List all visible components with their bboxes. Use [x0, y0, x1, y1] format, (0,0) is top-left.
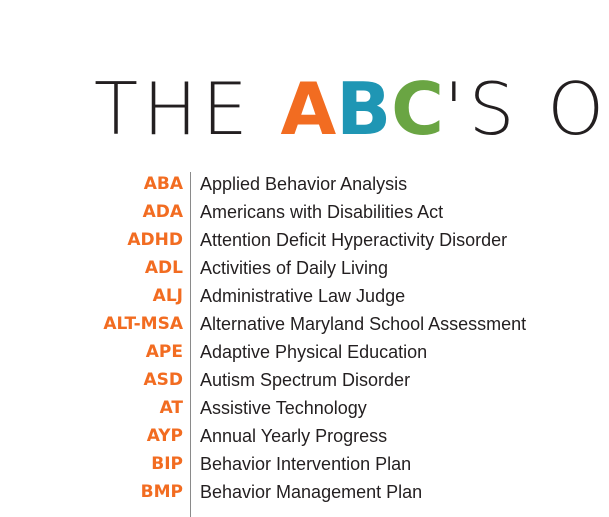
page-title	[94, 64, 609, 155]
acronym: BMP	[140, 482, 183, 502]
list-item	[0, 394, 512, 422]
list-item	[0, 282, 512, 310]
acronym: ADL	[144, 258, 183, 278]
acronym-definition: Autism Spectrum Disorder	[200, 370, 411, 390]
list-item	[0, 338, 512, 366]
acronym-definition: Administrative Law Judge	[200, 286, 406, 306]
acronym: ASD	[143, 370, 183, 390]
acronym-list	[0, 170, 527, 506]
list-item	[0, 254, 512, 282]
title-letter-b: B	[336, 67, 392, 151]
acronym-definition: Activities of Daily Living	[200, 258, 389, 278]
acronym-definition: Assistive Technology	[200, 398, 367, 418]
title-prefix: THE	[94, 67, 281, 151]
list-item	[0, 310, 527, 338]
acronym: ALT-MSA	[103, 314, 183, 334]
acronym-definition: Americans with Disabilities Act	[200, 202, 444, 222]
acronym-definition: Attention Deficit Hyperactivity Disorder	[200, 230, 508, 250]
acronym-definition: Alternative Maryland School Assessment	[200, 314, 527, 334]
acronym-definition: Behavior Management Plan	[200, 482, 423, 502]
title-letter-c: C	[391, 67, 444, 151]
acronym-definition: Annual Yearly Progress	[200, 426, 388, 446]
acronym: APE	[145, 342, 183, 362]
list-item	[0, 198, 512, 226]
list-item	[0, 170, 512, 198]
list-item	[0, 226, 512, 254]
acronym: ALJ	[152, 286, 183, 306]
list-item	[0, 422, 512, 450]
acronym: AYP	[146, 426, 183, 446]
list-item	[0, 478, 512, 506]
title-suffix: 'S O	[443, 67, 609, 151]
acronym-definition: Behavior Intervention Plan	[200, 454, 412, 474]
list-item	[0, 366, 512, 394]
list-item	[0, 450, 512, 478]
acronym: AT	[159, 398, 183, 418]
acronym: ABA	[143, 174, 183, 194]
acronym: BIP	[151, 454, 183, 474]
acronym: ADHD	[127, 230, 183, 250]
acronym: ADA	[142, 202, 183, 222]
acronym-definition: Applied Behavior Analysis	[200, 174, 408, 194]
acronym-definition: Adaptive Physical Education	[200, 342, 428, 362]
title-letter-a: A	[280, 67, 337, 151]
